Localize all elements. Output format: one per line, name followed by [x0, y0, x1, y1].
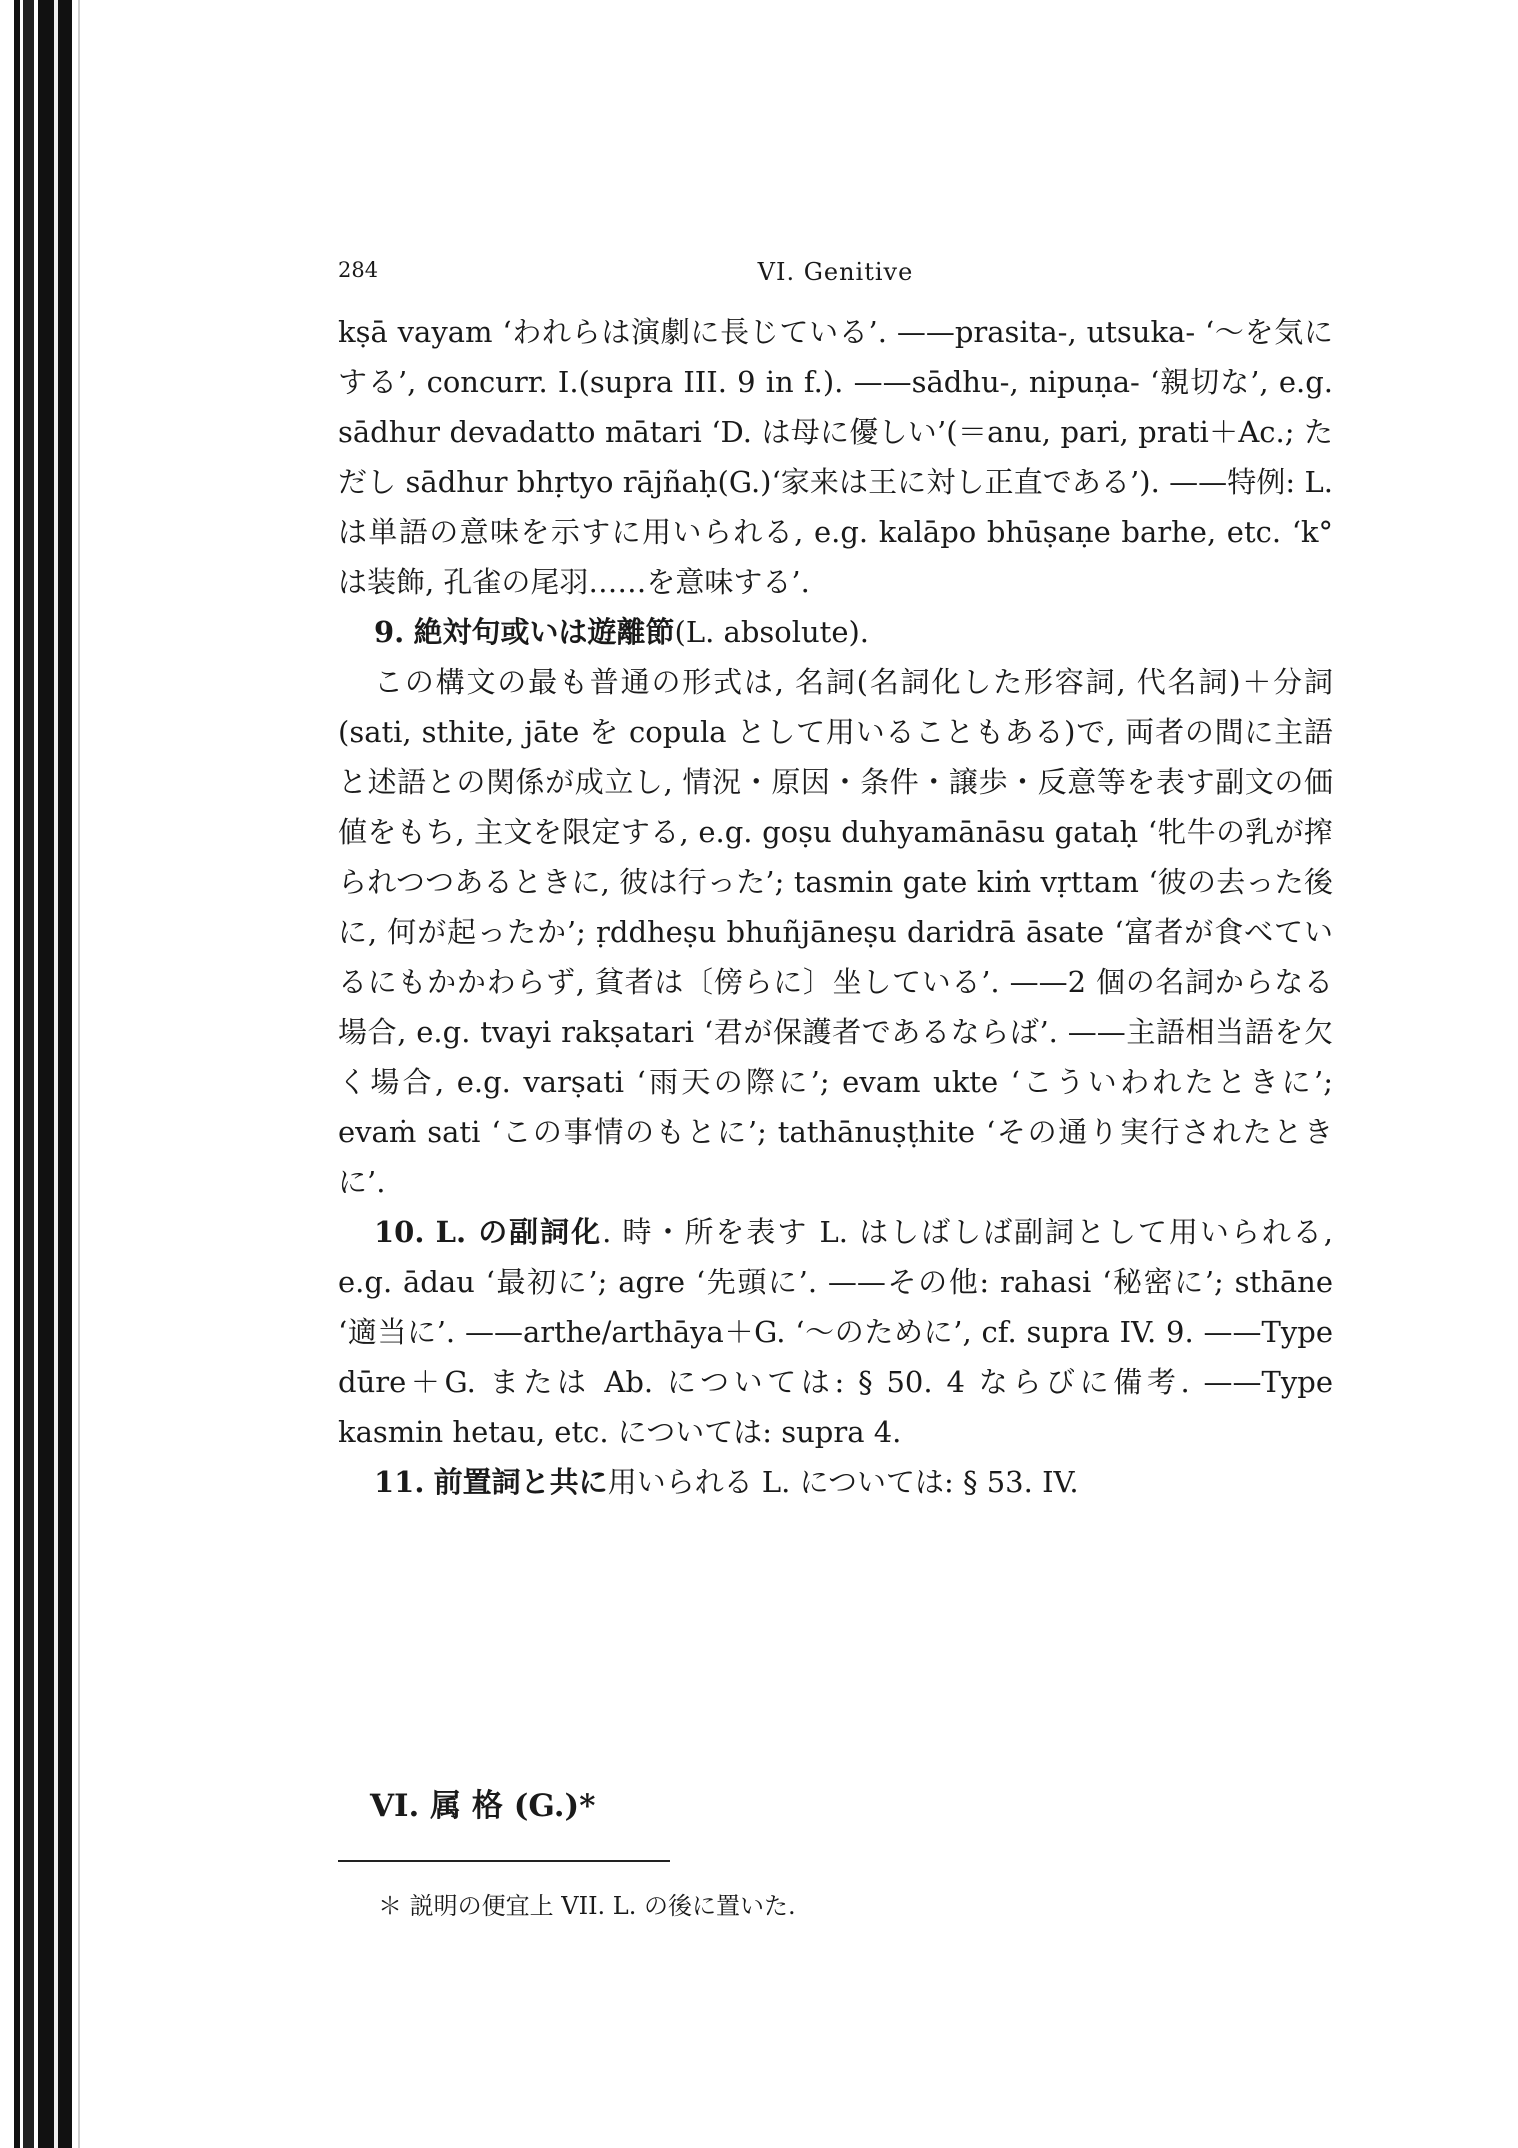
chapter-section-heading: VI. 属 格 (G.)*: [370, 1788, 596, 1824]
section-11-number: 11.: [374, 1465, 425, 1499]
page-header: [338, 258, 1333, 288]
paragraph-continuation: kṣā vayam ‘われらは演劇に長じている’. ——prasita-, utsuka- ‘～を気にする’, concurr. I.(supra III. 9 in f.). ——sādhu-, nipuṇa- ‘親切な’, e.g. sādhur devadatto mātari ‘D. は母に優しい’(＝anu, pari, prati＋Ac.; ただし sādhur bhṛtyo rājñaḥ(G.)‘家来は王に対し正直である’). ——特例: L. は単語の意味を示すに用いられる, e.g. kalāpo bhūṣaṇe barhe, etc. ‘k° は装飾, 孔雀の尾羽……を意味する’.: [338, 315, 1333, 599]
scan-edge-line: [78, 0, 80, 2148]
section-9-subtitle: (L. absolute).: [674, 615, 870, 649]
section-10-title: L. の副詞化: [435, 1215, 603, 1249]
section-9-title: 絶対句或いは遊離節: [413, 615, 675, 649]
section-9-number: 9.: [374, 615, 405, 649]
section-9-body: この構文の最も普通の形式は, 名詞(名詞化した形容詞, 代名詞)＋分詞(sati, sthite, jāte を copula として用いることもある)で, 両者の間に主語と述語との関係が成立し, 情況・原因・条件・譲歩・反意等を表す副文の価値をもち, 主文を限定する, e.g. goṣu duhyamānāsu gataḥ ‘牝牛の乳が搾られつつあるときに, 彼は行った’; tasmin gate kiṁ vṛttam ‘彼の去った後に, 何が起ったか’; ṛddheṣu bhuñjāneṣu daridrā āsate ‘富者が食べているにもかかわらず, 貧者は〔傍らに〕坐している’. ——2 個の名詞からなる場合, e.g. tvayi rakṣatari ‘君が保護者であるならば’. ——主語相当語を欠く場合, e.g. varṣati ‘雨天の際に’; evam ukte ‘こういわれたときに’; evaṁ sati ‘この事情のもとに’; tathānuṣṭhite ‘その通り実行されたときに’.: [338, 665, 1333, 1199]
footnote-divider: [338, 1860, 670, 1862]
section-11: [338, 1457, 1333, 1507]
body-text: [338, 307, 1333, 1507]
section-11-body: 用いられる L. については: § 53. IV.: [607, 1465, 1079, 1499]
running-head: VI. Genitive: [757, 258, 914, 286]
section-11-title: 前置詞と共に: [433, 1465, 608, 1499]
section-10-number: 10.: [374, 1215, 425, 1249]
scan-binding-edge: [14, 0, 72, 2148]
section-10: [338, 1207, 1333, 1457]
page-number: 284: [338, 258, 379, 282]
footnote: ＊ 説明の便宜上 VII. L. の後に置いた.: [378, 1892, 796, 1920]
section-9-heading: [338, 607, 1333, 657]
section-10-body: . 時・所を表す L. はしばしば副詞として用いられる, e.g. ādau ‘最初に’; agre ‘先頭に’. ——その他: rahasi ‘秘密に’; sthāne ‘適当に’. ——arthe/arthāya＋G. ‘～のために’, cf. supra IV. 9. ——Type dūre＋G. または Ab. については: § 50. 4 ならびに備考. ——Type kasmin hetau, etc. については: supra 4.: [338, 1215, 1334, 1449]
